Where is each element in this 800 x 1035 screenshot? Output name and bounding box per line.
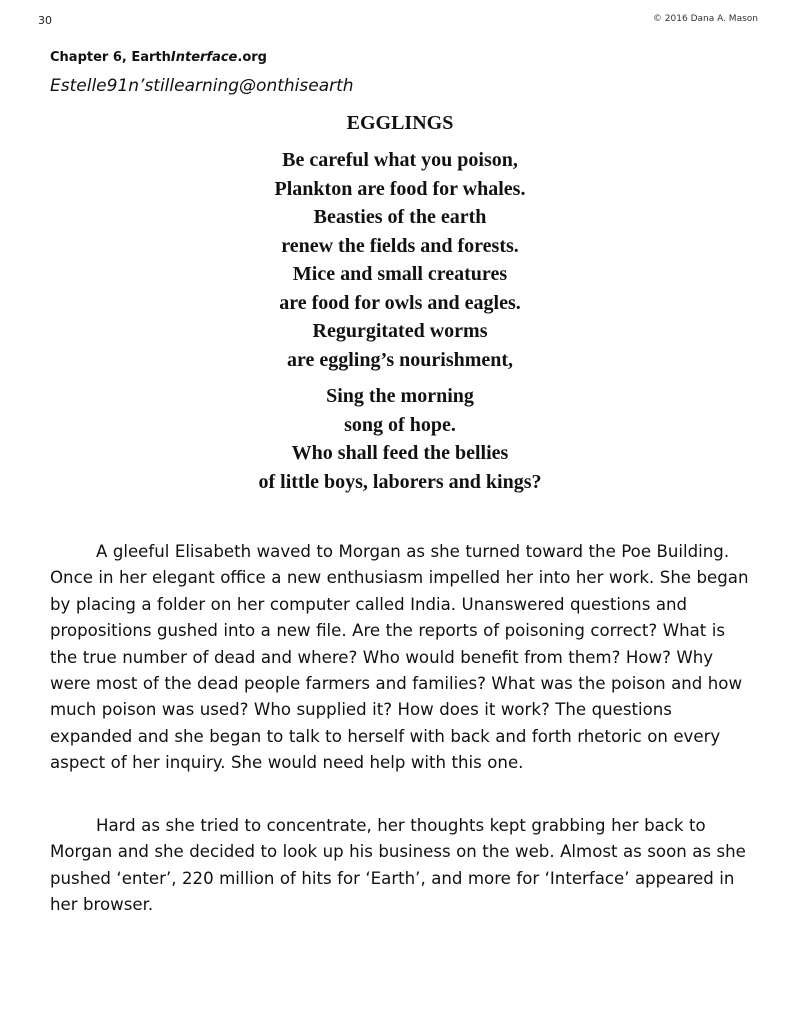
poem-line: are food for owls and eagles. (279, 291, 521, 314)
body-paragraph: A gleeful Elisabeth waved to Morgan as she turned toward the Poe Building. Once in her elegant office a new enthusiasm impelled her into her work. She began by placing a folder on her computer called India. Unanswered questions and propositions gushed into a new file. Are the reports of poisoning correct? What is the true number of dead and where? Who would benefit from them? How? Why were most of the dead people farmers and families? What was the poison and how much poison was used? Who supplied it? How does it work? The questions expanded and she began to talk to herself with back and forth rhetoric on every aspect of her inquiry. She would need help with this one. (50, 542, 749, 773)
body-paragraph-2-container (50, 813, 750, 919)
poem-line: Mice and small creatures (292, 263, 508, 285)
author-handle: Estelle91n’stillearning@onthisearth (50, 76, 354, 96)
poem-line: Plankton are food for whales. (274, 177, 526, 200)
poem-line: song of hope. (344, 413, 456, 436)
poem-line: renew the fields and forests. (281, 234, 519, 257)
poem-line: Who shall feed the bellies (291, 442, 509, 464)
poem-title: EGGLINGS (346, 112, 454, 134)
poem-line: Be careful what you poison, (282, 149, 518, 171)
chapter-heading-prefix: Chapter 6, Earth (50, 50, 171, 65)
poem-line: Regurgitated worms (312, 320, 488, 342)
poem-line: are eggling’s nourishment, (286, 348, 514, 371)
chapter-heading (50, 50, 267, 65)
poem-line: of little boys, laborers and kings? (258, 470, 542, 493)
page-number: 30 (38, 14, 52, 27)
poem-stanza-1 (0, 146, 800, 374)
poem-line: Sing the morning (326, 385, 474, 407)
poem-stanza-2 (0, 382, 800, 496)
body-paragraph-1-container (50, 539, 750, 777)
body-paragraph: Hard as she tried to concentrate, her thoughts kept grabbing her back to Morgan and she decided to look up his business on the web. Almost as soon as she pushed ‘enter’, 220 million of hits for ‘Earth’, and more for ‘Interface’ appeared in her browser. (50, 816, 746, 915)
chapter-heading-italic: Interface (170, 50, 238, 65)
poem-line: Beasties of the earth (313, 206, 487, 228)
chapter-heading-suffix: .org (237, 50, 267, 65)
copyright-notice: © 2016 Dana A. Mason (652, 14, 758, 24)
